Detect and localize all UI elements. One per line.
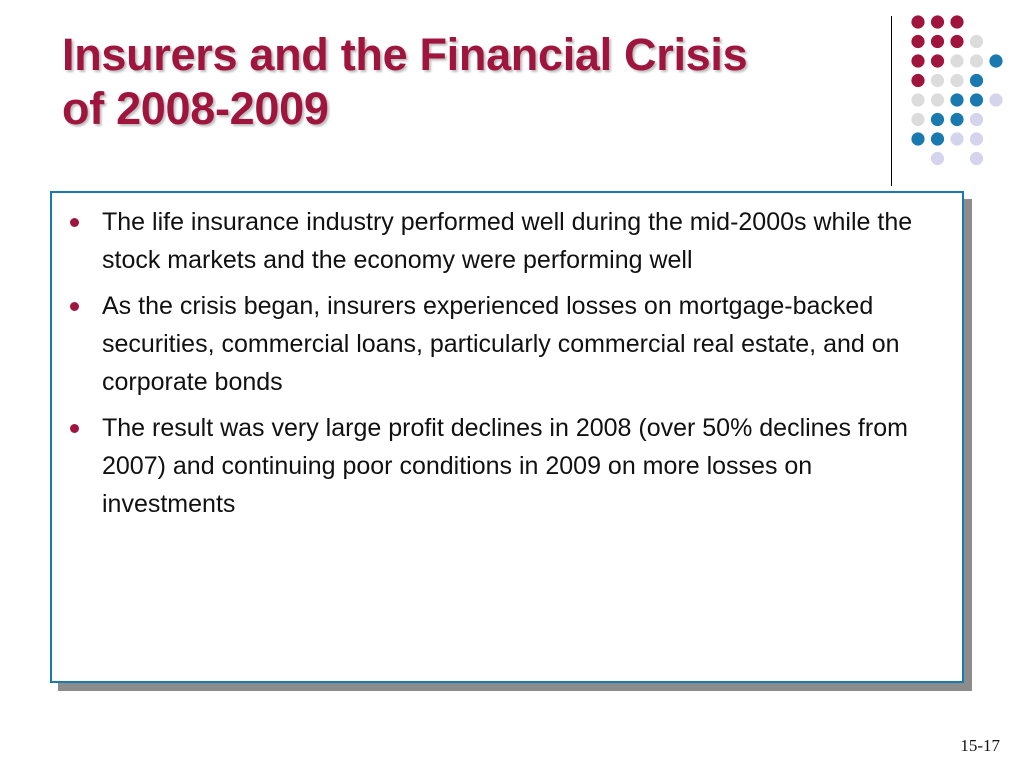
decorative-dot: [911, 113, 924, 126]
title-divider-line: [891, 16, 892, 186]
decorative-dot: [931, 54, 944, 67]
decorative-dot: [911, 15, 924, 28]
decorative-dot: [931, 113, 944, 126]
content-box: [50, 191, 964, 683]
decorative-dot: [989, 54, 1002, 67]
decorative-dot: [931, 74, 944, 87]
decorative-dot: [970, 35, 983, 48]
decorative-dot: [911, 132, 924, 145]
bullet-item: [68, 203, 938, 279]
decorative-dot: [970, 93, 983, 106]
bullet-text: The result was very large profit declines in 2008 (over 50% declines from 2007) and continuing poor conditions in 2009 on more losses on investments: [102, 414, 908, 518]
bullet-item: [68, 287, 938, 401]
page-number: 15-17: [960, 736, 1000, 755]
slide-title-line-2: of 2008-2009: [62, 83, 329, 134]
bullet-dot-icon: [70, 424, 79, 433]
decorative-dot: [970, 132, 983, 145]
decorative-dot: [950, 74, 963, 87]
decorative-dot: [950, 132, 963, 145]
decorative-dot: [970, 54, 983, 67]
decorative-dot: [970, 113, 983, 126]
decorative-dot: [911, 74, 924, 87]
bullet-dot-icon: [70, 302, 79, 311]
bullet-text: As the crisis began, insurers experienced losses on mortgage-backed securities, commercial loans, particularly commercial real estate, and on corporate bonds: [102, 292, 900, 396]
bullet-item: [68, 409, 938, 523]
decorative-dot: [911, 54, 924, 67]
slide-title: [62, 28, 862, 136]
decorative-dot: [950, 93, 963, 106]
bullet-dot-icon: [70, 218, 79, 227]
decorative-dot: [931, 93, 944, 106]
decorative-dot: [950, 54, 963, 67]
decorative-dot: [950, 113, 963, 126]
decorative-dot: [950, 35, 963, 48]
decorative-dot: [970, 152, 983, 165]
decorative-dot: [911, 35, 924, 48]
bullet-text: The life insurance industry performed well during the mid-2000s while the stock markets and the economy were performing well: [102, 208, 913, 274]
decorative-dot: [950, 15, 963, 28]
decorative-dot: [970, 74, 983, 87]
decorative-dot: [931, 35, 944, 48]
decorative-dot: [911, 93, 924, 106]
bullet-list: [68, 203, 938, 531]
decorative-dot: [931, 152, 944, 165]
slide-title-line-1: Insurers and the Financial Crisis: [62, 29, 748, 80]
decorative-dot: [931, 15, 944, 28]
decorative-dot: [931, 132, 944, 145]
decorative-dot: [989, 93, 1002, 106]
